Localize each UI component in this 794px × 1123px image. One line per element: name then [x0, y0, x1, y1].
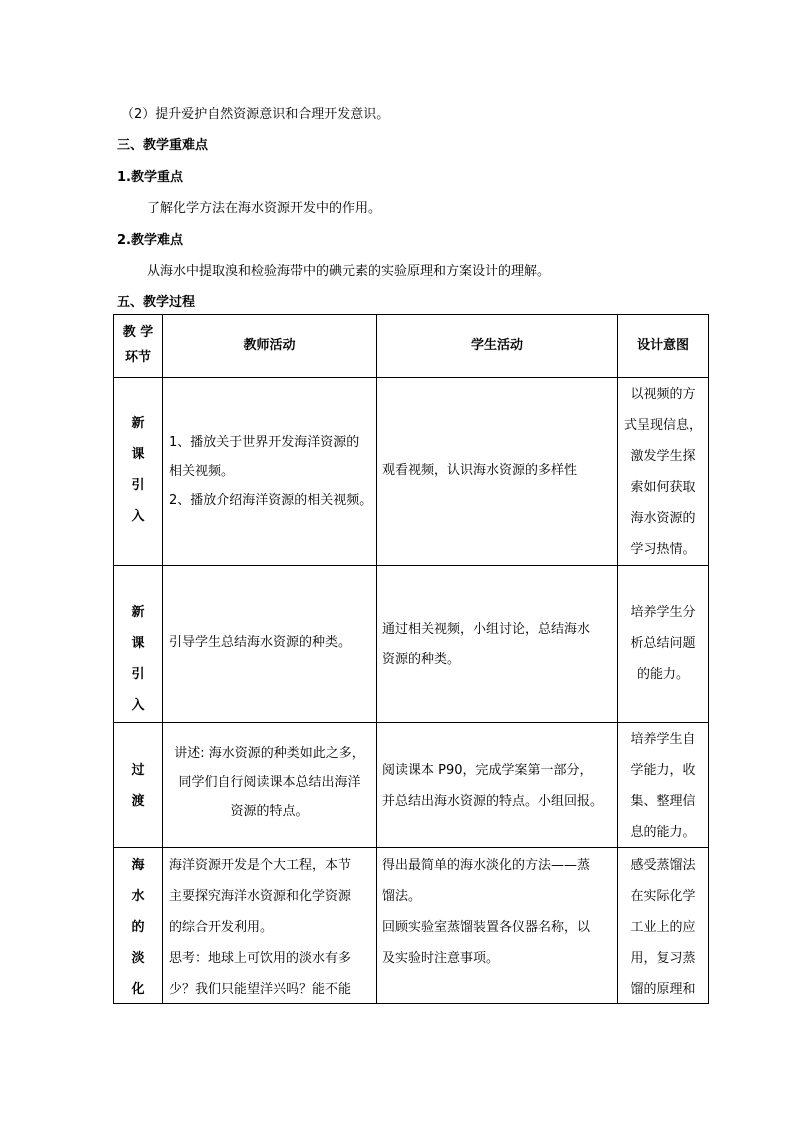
- phase-char: 课: [131, 636, 145, 651]
- design-intent: [618, 724, 708, 848]
- text-line: 主要探究海洋水资源和化学资源: [169, 889, 352, 904]
- text-line: 索如何获取: [630, 480, 696, 495]
- text-line: 息的能力。: [630, 825, 696, 840]
- teacher-activity: [169, 850, 375, 1005]
- phase-char: 渡: [131, 794, 145, 809]
- phase-char: 入: [131, 509, 145, 524]
- text-line: 在实际化学: [630, 889, 696, 904]
- design-intent: [618, 850, 708, 1005]
- student-activity: [382, 458, 614, 484]
- header-intent: 设计意图: [636, 338, 689, 353]
- text-line: 馏的原理和: [630, 982, 696, 997]
- design-intent: [618, 597, 708, 690]
- text-line: 思考：地球上可饮用的淡水有多: [169, 951, 352, 966]
- teacher-activity: [169, 428, 375, 515]
- text-line: 引导学生总结海水资源的种类。: [169, 635, 352, 650]
- section-5-heading: 五、教学过程: [117, 295, 196, 310]
- key-point-heading: 1.教学重点: [117, 170, 183, 185]
- text-line: 学习热情。: [630, 542, 696, 557]
- difficulty-text: 从海水中提取溴和检验海带中的碘元素的实验原理和方案设计的理解。: [147, 264, 551, 279]
- text-line: 观看视频，认识海水资源的多样性: [382, 463, 578, 478]
- text-line: 同学们自行阅读课本总结出海洋: [178, 775, 361, 790]
- text-line: 培养学生分: [630, 605, 696, 620]
- text-line: 海水资源的: [630, 511, 696, 526]
- text-line: 阅读课本 P90，完成学案第一部分，: [382, 763, 593, 778]
- text-line: 集、整理信: [630, 794, 696, 809]
- text-line: 得出最简单的海水淡化的方法——蒸: [382, 858, 591, 873]
- table-row-phase: [114, 408, 162, 532]
- text-line: 海洋资源开发是个大工程，本节: [169, 858, 352, 873]
- key-point-text: 了解化学方法在海水资源开发中的作用。: [147, 201, 382, 216]
- table-rule: [162, 314, 163, 1004]
- phase-char: 入: [131, 698, 145, 713]
- phase-char: 课: [131, 447, 145, 462]
- teaching-process-table: [113, 314, 709, 1004]
- table-row-phase: [114, 597, 162, 721]
- phase-char: 新: [131, 416, 145, 431]
- text-line: 的综合开发利用。: [169, 920, 274, 935]
- phase-char: 过: [131, 763, 145, 778]
- objective-line-2: （2）提升爱护自然资源意识和合理开发意识。: [121, 107, 390, 122]
- text-line: 学能力，收: [630, 763, 696, 778]
- text-line: 并总结出海水资源的特点。小组回报。: [382, 794, 604, 809]
- student-activity: [382, 850, 616, 974]
- text-line: 资源的种类。: [382, 652, 461, 667]
- phase-char: 海: [131, 858, 145, 873]
- header-phase-line: 教 学: [122, 325, 154, 340]
- text-line: 馏法。: [382, 889, 422, 904]
- student-activity: [382, 755, 616, 817]
- text-line: 用，复习蒸: [630, 951, 696, 966]
- text-line: 回顾实验室蒸馏装置各仪器名称，以: [382, 920, 591, 935]
- table-rule: [113, 565, 709, 566]
- table-row-phase: [114, 850, 162, 1005]
- text-line: 工业上的应: [630, 920, 696, 935]
- table-row-phase: [114, 755, 162, 817]
- text-line: 的能力。: [636, 667, 689, 682]
- text-line: 感受蒸馏法: [630, 858, 696, 873]
- phase-char: 淡: [131, 951, 145, 966]
- table-rule: [376, 314, 377, 1004]
- phase-char: 化: [131, 982, 145, 997]
- table-rule: [708, 314, 709, 1004]
- text-line: 激发学生探: [630, 449, 696, 464]
- table-rule: [113, 377, 709, 378]
- phase-char: 引: [131, 478, 145, 493]
- header-student: 学生活动: [470, 338, 523, 353]
- text-line: 2、播放介绍海洋资源的相关视频。: [169, 493, 373, 508]
- text-line: 资源的特点。: [230, 804, 309, 819]
- text-line: 及实验时注意事项。: [382, 951, 500, 966]
- text-line: 以视频的方: [630, 387, 696, 402]
- phase-char: 新: [131, 605, 145, 620]
- teacher-activity: [169, 630, 375, 656]
- text-line: 1、播放关于世界开发海洋资源的: [169, 435, 360, 450]
- table-rule: [113, 314, 709, 315]
- table-rule: [113, 722, 709, 723]
- student-activity: [382, 615, 614, 675]
- phase-char: 的: [131, 920, 145, 935]
- text-line: 析总结问题: [630, 636, 696, 651]
- header-teacher: 教师活动: [243, 338, 296, 353]
- header-phase-line: 环节: [124, 350, 151, 365]
- teacher-activity: [163, 739, 376, 826]
- text-line: 少？我们只能望洋兴吗？能不能: [169, 982, 352, 997]
- section-3-heading: 三、教学重难点: [117, 138, 209, 153]
- text-line: 培养学生自: [630, 732, 696, 747]
- phase-char: 引: [131, 667, 145, 682]
- difficulty-heading: 2.教学难点: [117, 233, 183, 248]
- phase-char: 水: [131, 889, 145, 904]
- text-line: 讲述: 海水资源的种类如此之多，: [174, 746, 365, 761]
- text-line: 相关视频。: [169, 464, 235, 479]
- text-line: 通过相关视频，小组讨论，总结海水: [382, 622, 591, 637]
- header-phase: [114, 320, 162, 370]
- design-intent: [618, 379, 708, 565]
- text-line: 式呈现信息，: [623, 418, 702, 433]
